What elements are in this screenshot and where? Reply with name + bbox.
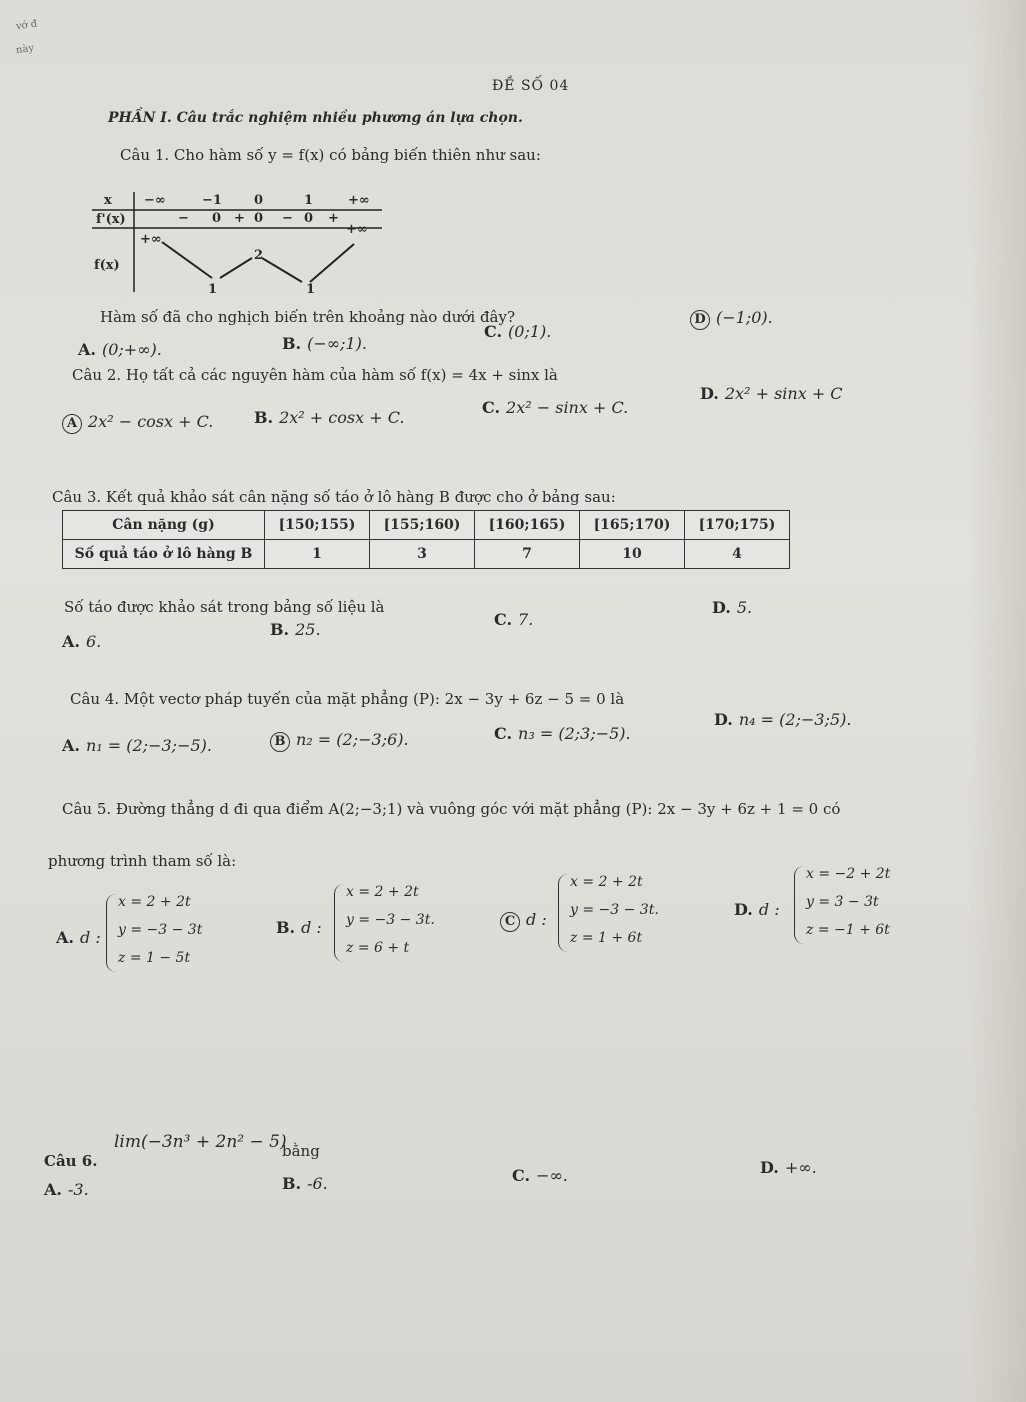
part-heading: PHẦN I. Câu trắc nghiệm nhiều phương án lựa chọn. <box>108 110 523 126</box>
q4-option-d-text: n₄ = (2;−3;5). <box>738 710 852 729</box>
q5-d-prefix: d : <box>758 900 780 919</box>
q3-option-a[interactable]: A. 6. <box>62 632 102 651</box>
vt-fp-label: f'(x) <box>96 212 126 227</box>
table-cell: 3 <box>370 540 475 569</box>
q4-option-c[interactable]: C. n₃ = (2;3;−5). <box>494 724 631 743</box>
q6-option-b-text: -6. <box>307 1174 328 1193</box>
table-row <box>63 511 790 540</box>
table-cell: 10 <box>580 540 685 569</box>
circled-mark-icon: C <box>500 912 520 932</box>
q6-tail: bằng <box>282 1142 320 1160</box>
q5-c-z: z = 1 + 6t <box>570 930 643 946</box>
q3-question: Số táo được khảo sát trong bảng số liệu là <box>64 598 385 616</box>
q6-option-c[interactable]: C. −∞. <box>512 1166 568 1185</box>
margin-note-2: này <box>15 42 35 57</box>
q1-option-a[interactable]: A. (0;+∞). <box>78 340 162 359</box>
q6-label: Câu 6. <box>44 1152 98 1170</box>
table-cell: [170;175) <box>685 511 790 540</box>
q3-stem: Câu 3. Kết quả khảo sát cân nặng số táo ở lô hàng B được cho ở bảng sau: <box>52 488 616 506</box>
table-row <box>63 540 790 569</box>
vt-x-0: −∞ <box>144 193 166 208</box>
q5-system-a <box>106 894 226 974</box>
q5-d-prefix: d : <box>526 910 547 929</box>
table-cell: [155;160) <box>370 511 475 540</box>
q1-option-b-text: (−∞;1). <box>307 334 367 353</box>
q5-d-prefix: d : <box>301 918 322 937</box>
vt-f-3: 1 <box>306 282 316 297</box>
q5-d-z: z = −1 + 6t <box>806 922 890 938</box>
q5-d-x: x = −2 + 2t <box>806 866 891 882</box>
q2-option-c-text: 2x² − sinx + C. <box>506 398 629 417</box>
q2-stem: Câu 2. Họ tất cả các nguyên hàm của hàm số f(x) = 4x + sinx là <box>72 366 558 384</box>
exam-title: ĐỀ SỐ 04 <box>492 78 570 94</box>
q2-option-c[interactable]: C. 2x² − sinx + C. <box>482 398 629 417</box>
q2-option-a-text: 2x² − cosx + C. <box>88 412 214 431</box>
q4-option-a-text: n₁ = (2;−3;−5). <box>85 736 212 755</box>
q5-system-c <box>558 874 688 954</box>
q6-option-d[interactable]: D. +∞. <box>760 1158 817 1177</box>
brace-icon <box>106 894 117 972</box>
q4-option-b-text: n₂ = (2;−3;6). <box>296 730 409 749</box>
q5-c-y: y = −3 − 3t. <box>570 902 659 918</box>
q5-b-y: y = −3 − 3t. <box>346 912 435 928</box>
q4-option-c-text: n₃ = (2;3;−5). <box>518 724 631 743</box>
vt-sign-2: + <box>234 211 245 226</box>
q3-option-d-text: 5. <box>736 598 753 617</box>
q6-option-a[interactable]: A. -3. <box>44 1180 89 1199</box>
table-cell: [150;155) <box>265 511 370 540</box>
q5-system-b <box>334 884 464 964</box>
vt-sign-3: 0 <box>254 211 264 226</box>
q6-option-a-text: -3. <box>67 1180 89 1199</box>
circled-mark-icon: A <box>62 414 82 434</box>
q3-data-table <box>62 510 790 569</box>
vt-sign-0: − <box>178 211 189 226</box>
q5-stem: Câu 5. Đường thẳng d đi qua điểm A(2;−3;1) và vuông góc với mặt phẳng (P): 2x − 3y + 6z + 1 = 0 có <box>62 800 841 818</box>
vt-sign-1: 0 <box>212 211 222 226</box>
q5-stem-continued: phương trình tham số là: <box>48 852 237 870</box>
q3-option-d[interactable]: D. 5. <box>712 598 753 617</box>
q2-option-d-text: 2x² + sinx + C <box>724 384 843 403</box>
q1-option-d-text: (−1;0). <box>716 308 773 327</box>
q5-c-x: x = 2 + 2t <box>570 874 643 890</box>
vt-sign-5: 0 <box>304 211 314 226</box>
table-cell: [160;165) <box>475 511 580 540</box>
q1-option-d[interactable] <box>690 308 773 330</box>
q6-option-c-text: −∞. <box>536 1166 568 1185</box>
q4-option-d[interactable]: D. n₄ = (2;−3;5). <box>714 710 852 729</box>
q5-a-x: x = 2 + 2t <box>118 894 191 910</box>
variation-table <box>92 192 387 304</box>
q6-option-d-text: +∞. <box>784 1158 817 1177</box>
table-cell: 7 <box>475 540 580 569</box>
vt-x-1: −1 <box>202 193 222 208</box>
q2-option-b-text: 2x² + cosx + C. <box>279 408 405 427</box>
brace-icon <box>794 866 805 944</box>
q1-option-b[interactable]: B. (−∞;1). <box>282 334 367 353</box>
q5-a-z: z = 1 − 5t <box>118 950 191 966</box>
q4-option-a[interactable]: A. n₁ = (2;−3;−5). <box>62 736 212 755</box>
q2-option-a[interactable] <box>62 412 213 434</box>
circled-mark-icon: B <box>270 732 290 752</box>
table-cell: 1 <box>265 540 370 569</box>
table-cell: 4 <box>685 540 790 569</box>
vt-x-2: 0 <box>254 193 264 208</box>
circled-mark-icon: D <box>690 310 710 330</box>
vt-sign-4: − <box>282 211 293 226</box>
q5-d-prefix: d : <box>79 928 101 947</box>
vt-f-0: +∞ <box>140 232 162 247</box>
table-cell: [165;170) <box>580 511 685 540</box>
vt-sign-6: + <box>328 211 339 226</box>
q3-option-b-text: 25. <box>295 620 321 639</box>
q5-option-d[interactable]: D. d : <box>734 900 780 919</box>
brace-icon <box>558 874 569 952</box>
vt-x-4: +∞ <box>348 193 370 208</box>
vt-f-1: 1 <box>208 282 218 297</box>
margin-note-1: vớ đ <box>15 18 38 33</box>
q5-option-b[interactable]: B. d : <box>276 918 322 937</box>
q5-b-z: z = 6 + t <box>346 940 410 956</box>
q4-stem: Câu 4. Một vectơ pháp tuyến của mặt phẳng (P): 2x − 3y + 6z − 5 = 0 là <box>70 690 625 708</box>
q2-option-b[interactable]: B. 2x² + cosx + C. <box>254 408 405 427</box>
q4-option-b[interactable] <box>270 730 409 752</box>
q1-option-c[interactable]: C. (0;1). <box>484 322 552 341</box>
q5-option-c[interactable] <box>500 910 547 932</box>
q6-option-b[interactable]: B. -6. <box>282 1174 328 1193</box>
table-cell: Số quả táo ở lô hàng B <box>63 540 265 569</box>
vt-x-label: x <box>104 193 112 208</box>
q2-option-d[interactable]: D. 2x² + sinx + C <box>700 384 843 403</box>
q3-option-a-text: 6. <box>85 632 102 651</box>
q5-b-x: x = 2 + 2t <box>346 884 419 900</box>
q5-d-y: y = 3 − 3t <box>806 894 879 910</box>
q3-option-c-text: 7. <box>518 610 534 629</box>
q1-option-a-text: (0;+∞). <box>101 340 162 359</box>
q5-option-a[interactable]: A. d : <box>56 928 101 947</box>
vt-x-3: 1 <box>304 193 314 208</box>
q3-option-c[interactable]: C. 7. <box>494 610 534 629</box>
table-cell: Cân nặng (g) <box>63 511 265 540</box>
vt-f-2: 2 <box>254 248 264 263</box>
q5-a-y: y = −3 − 3t <box>118 922 203 938</box>
brace-icon <box>334 884 345 962</box>
vt-f-4: +∞ <box>346 222 368 237</box>
q1-option-c-text: (0;1). <box>508 322 552 341</box>
q1-question: Hàm số đã cho nghịch biến trên khoảng nào dưới đây? <box>100 308 516 326</box>
q6-expression: lim(−3n³ + 2n² − 5) <box>114 1132 287 1152</box>
page-edge-shadow <box>966 0 1026 1402</box>
variation-table-lines <box>92 192 387 304</box>
q1-stem: Câu 1. Cho hàm số y = f(x) có bảng biến thiên như sau: <box>120 146 541 164</box>
vt-f-label: f(x) <box>94 258 120 273</box>
q5-system-d <box>794 866 924 946</box>
q3-option-b[interactable]: B. 25. <box>270 620 321 639</box>
